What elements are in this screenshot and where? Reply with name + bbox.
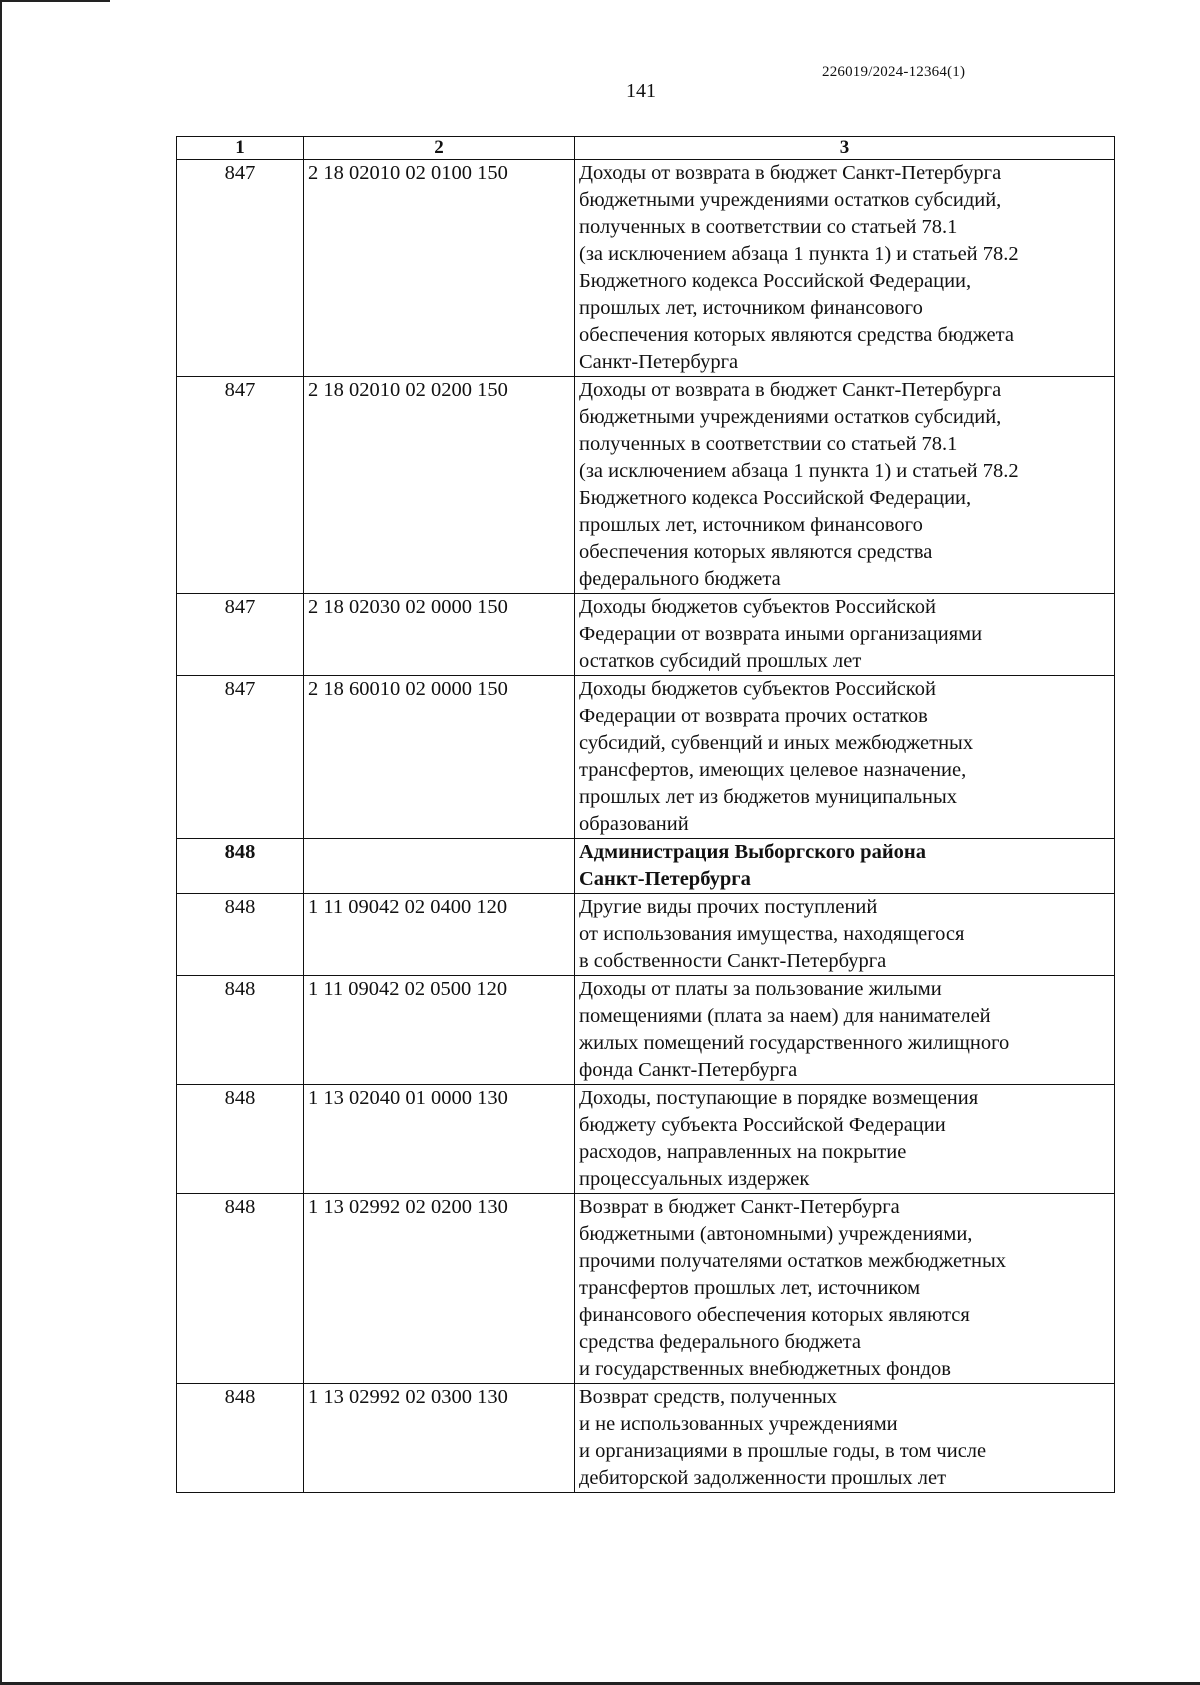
column-header-description: 3 <box>575 137 1115 160</box>
description-line: Другие виды прочих поступлений <box>579 896 878 918</box>
description-line: бюджетными учреждениями остатков субсидий, <box>579 406 1002 428</box>
cell-budget-code: 1 11 09042 02 0500 120 <box>304 976 575 1085</box>
description-line: прошлых лет, источником финансового <box>579 297 923 319</box>
table-row <box>177 676 1115 839</box>
cell-admin-code: 847 <box>177 160 304 377</box>
table-row <box>177 894 1115 976</box>
description-line: в собственности Санкт-Петербурга <box>579 950 887 972</box>
description-line: субсидий, субвенций и иных межбюджетных <box>579 732 974 754</box>
table-body <box>177 160 1115 1493</box>
description-line: от использования имущества, находящегося <box>579 923 965 945</box>
description-line: Доходы от возврата в бюджет Санкт-Петербурга <box>579 162 1002 184</box>
cell-description <box>575 160 1115 377</box>
cell-description <box>575 377 1115 594</box>
table-row <box>177 1085 1115 1194</box>
cell-admin-code: 847 <box>177 377 304 594</box>
table-row <box>177 377 1115 594</box>
column-header-code: 2 <box>304 137 575 160</box>
description-line: полученных в соответствии со статьей 78.1 <box>579 216 958 238</box>
cell-description <box>575 676 1115 839</box>
scan-edge-top <box>0 0 110 2</box>
description-line: процессуальных издержек <box>579 1168 810 1190</box>
description-line: бюджетными учреждениями остатков субсидий, <box>579 189 1002 211</box>
description-line: (за исключением абзаца 1 пункта 1) и статьей 78.2 <box>579 460 1019 482</box>
page-number: 141 <box>626 80 656 102</box>
cell-budget-code: 1 11 09042 02 0400 120 <box>304 894 575 976</box>
description-line: финансового обеспечения которых являются <box>579 1304 970 1326</box>
cell-budget-code: 2 18 60010 02 0000 150 <box>304 676 575 839</box>
cell-admin-code: 848 <box>177 1384 304 1493</box>
description-line: прошлых лет, источником финансового <box>579 514 923 536</box>
description-line: полученных в соответствии со статьей 78.1 <box>579 433 958 455</box>
table-row <box>177 839 1115 894</box>
description-line: Доходы бюджетов субъектов Российской <box>579 678 936 700</box>
cell-budget-code: 1 13 02992 02 0200 130 <box>304 1194 575 1384</box>
description-line: Возврат в бюджет Санкт-Петербурга <box>579 1196 900 1218</box>
table-header-row <box>177 137 1115 160</box>
description-line: Бюджетного кодекса Российской Федерации, <box>579 487 972 509</box>
cell-admin-code: 848 <box>177 976 304 1085</box>
description-line: Доходы от платы за пользование жилыми <box>579 978 942 1000</box>
cell-admin-code: 847 <box>177 676 304 839</box>
description-line: и государственных внебюджетных фондов <box>579 1358 951 1380</box>
cell-admin-code: 848 <box>177 839 304 894</box>
cell-admin-code: 848 <box>177 1085 304 1194</box>
cell-budget-code: 2 18 02030 02 0000 150 <box>304 594 575 676</box>
cell-budget-code: 2 18 02010 02 0200 150 <box>304 377 575 594</box>
scan-edge-left <box>0 0 2 1685</box>
description-line: и организациями в прошлые годы, в том числе <box>579 1440 987 1462</box>
cell-admin-code: 847 <box>177 594 304 676</box>
cell-budget-code: 1 13 02040 01 0000 130 <box>304 1085 575 1194</box>
description-line: Санкт-Петербурга <box>579 868 751 890</box>
description-line: образований <box>579 813 689 835</box>
cell-description <box>575 594 1115 676</box>
description-line: (за исключением абзаца 1 пункта 1) и статьей 78.2 <box>579 243 1019 265</box>
description-line: расходов, направленных на покрытие <box>579 1141 907 1163</box>
description-line: обеспечения которых являются средства бюджета <box>579 324 1014 346</box>
table-row <box>177 160 1115 377</box>
description-line: Доходы от возврата в бюджет Санкт-Петербурга <box>579 379 1002 401</box>
description-line: Федерации от возврата прочих остатков <box>579 705 928 727</box>
cell-budget-code: 2 18 02010 02 0100 150 <box>304 160 575 377</box>
table-row <box>177 976 1115 1085</box>
description-line: Бюджетного кодекса Российской Федерации, <box>579 270 972 292</box>
cell-description <box>575 1384 1115 1493</box>
cell-description <box>575 1085 1115 1194</box>
description-line: Федерации от возврата иными организациями <box>579 623 983 645</box>
description-line: Санкт-Петербурга <box>579 351 739 373</box>
description-line: прочими получателями остатков межбюджетных <box>579 1250 1006 1272</box>
column-header-admin: 1 <box>177 137 304 160</box>
table-row <box>177 1194 1115 1384</box>
description-line: Доходы бюджетов субъектов Российской <box>579 596 936 618</box>
description-line: обеспечения которых являются средства <box>579 541 933 563</box>
description-line: федерального бюджета <box>579 568 781 590</box>
cell-description <box>575 839 1115 894</box>
table-row <box>177 1384 1115 1493</box>
description-line: Доходы, поступающие в порядке возмещения <box>579 1087 979 1109</box>
description-line: бюджету субъекта Российской Федерации <box>579 1114 946 1136</box>
cell-description <box>575 894 1115 976</box>
description-line: остатков субсидий прошлых лет <box>579 650 862 672</box>
description-line: прошлых лет из бюджетов муниципальных <box>579 786 958 808</box>
description-line: трансфертов, имеющих целевое назначение, <box>579 759 967 781</box>
cell-admin-code: 848 <box>177 1194 304 1384</box>
cell-description <box>575 976 1115 1085</box>
description-line: трансфертов прошлых лет, источником <box>579 1277 921 1299</box>
description-line: помещениями (плата за наем) для нанимателей <box>579 1005 991 1027</box>
description-line: и не использованных учреждениями <box>579 1413 898 1435</box>
description-line: жилых помещений государственного жилищного <box>579 1032 1010 1054</box>
cell-description <box>575 1194 1115 1384</box>
description-line: дебиторской задолженности прошлых лет <box>579 1467 947 1489</box>
cell-budget-code: 1 13 02992 02 0300 130 <box>304 1384 575 1493</box>
document-number: 226019/2024-12364(1) <box>822 64 966 80</box>
description-line: средства федерального бюджета <box>579 1331 861 1353</box>
description-line: фонда Санкт-Петербурга <box>579 1059 798 1081</box>
description-line: бюджетными (автономными) учреждениями, <box>579 1223 973 1245</box>
cell-budget-code <box>304 839 575 894</box>
table-row <box>177 594 1115 676</box>
budget-codes-table <box>176 136 1115 1493</box>
description-line: Администрация Выборгского района <box>579 841 926 863</box>
cell-admin-code: 848 <box>177 894 304 976</box>
description-line: Возврат средств, полученных <box>579 1386 838 1408</box>
